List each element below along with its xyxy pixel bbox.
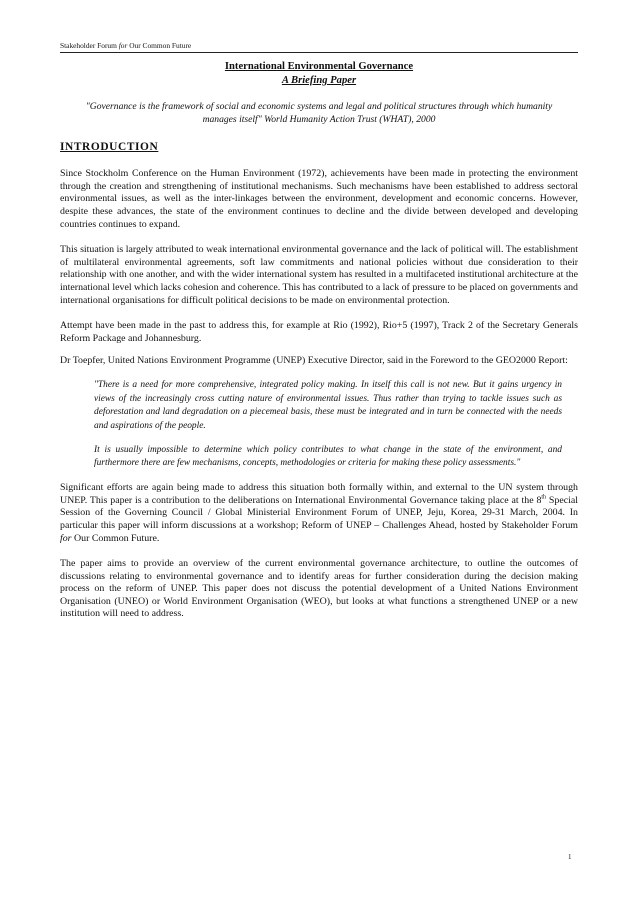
paragraph-5-part-b: Special Session of the Governing Council / Global Ministerial Environment Forum of UNEP, Jeju, Korea, 29-31 March, 2004. In particular this paper will inform discussions at a workshop; Reform of UNEP – Challenges Ahead, hosted by Stakeholder Forum: [60, 494, 578, 531]
document-body: [60, 60, 578, 621]
paragraph-6: The paper aims to provide an overview of the current environmental governance architecture, to outline the outcomes of discussions relating to environmental governance and to identify areas for further consideration during the decision making process on the reform of UNEP. This paper does not discuss the potential development of a United Nations Environment Organisation (UNEO) or World Environment Organisation (WEO), but looks at what functions a strengthened UNEP or a new institution will need to address.: [60, 558, 578, 620]
paragraph-4: Dr Toepfer, United Nations Environment Programme (UNEP) Executive Director, said in the Foreword to the GEO2000 Report:: [60, 355, 568, 367]
running-header-text: Stakeholder Forum: [60, 41, 119, 50]
running-header-italic: for: [118, 41, 128, 50]
running-header: [60, 41, 578, 53]
document-title: International Environmental Governance: [224, 61, 414, 72]
title-block: [60, 60, 578, 88]
paragraph-5: [60, 482, 578, 545]
paragraph-2: This situation is largely attributed to weak international environmental governance and the lack of political will. The establishment of multilateral environmental agreements, soft law commitments and national policies without due consideration to their relationship with one another, and with the wider international system has resulted in a multifaceted institutional architecture at the international level which lacks cohesion and coherence. This has contributed to a lack of pressure to be placed on governments and international organisations for difficult political decisions to be made on environmental protection.: [60, 244, 578, 306]
paragraph-3: Attempt have been made in the past to address this, for example at Rio (1992), Rio+5 (1997), Track 2 of the Secretary Generals Reform Package and Johannesburg.: [60, 320, 578, 344]
epigraph-quote: "Governance is the framework of social and economic systems and legal and political structures through which humanity manages itself" World Humanity Action Trust (WHAT), 2000: [85, 101, 553, 125]
paragraph-1: Since Stockholm Conference on the Human Environment (1972), achievements have been made in protecting the environment through the creation and strengthening of institutional mechanisms. Such mechanisms have been established to address sectoral environmental issues, as well as the inter-linkages between the environment, development and economic concerns. However, despite these advances, the state of the environment continues to decline and the divide between developed and developing countries continues to expand.: [60, 168, 578, 230]
paragraph-5-part-a: Significant efforts are again being made to address this situation both formally within, and external to the UN system through UNEP. This paper is a contribution to the deliberations on International Environmental Governance taking place at the 8: [60, 482, 578, 506]
block-quote-paragraph-2: It is usually impossible to determine which policy contributes to what change in the state of the environment, and furthermore there are few mechanisms, concepts, methodologies or criteria for making these policy assessments.": [94, 444, 562, 469]
document-subtitle: A Briefing Paper: [281, 75, 357, 86]
paragraph-5-italic: for: [60, 532, 72, 544]
block-quote-paragraph-1: "There is a need for more comprehensive, integrated policy making. In itself this call is not new. But it gains urgency in views of the increasingly cross cutting nature of environmental issues. Thus rather than trying to tackle issues such as deforestation and land degradation on a piecemeal basis, these must be integrated and in turn be connected with the needs and aspirations of the people.: [94, 379, 562, 432]
running-header-text-end: Our Common Future: [127, 41, 192, 50]
block-quote: [94, 379, 562, 471]
ordinal-superscript: th: [541, 494, 547, 501]
page-number: 1: [568, 853, 572, 861]
section-heading: INTRODUCTION: [60, 141, 159, 154]
paragraph-5-part-c: Our Common Future.: [71, 532, 160, 544]
